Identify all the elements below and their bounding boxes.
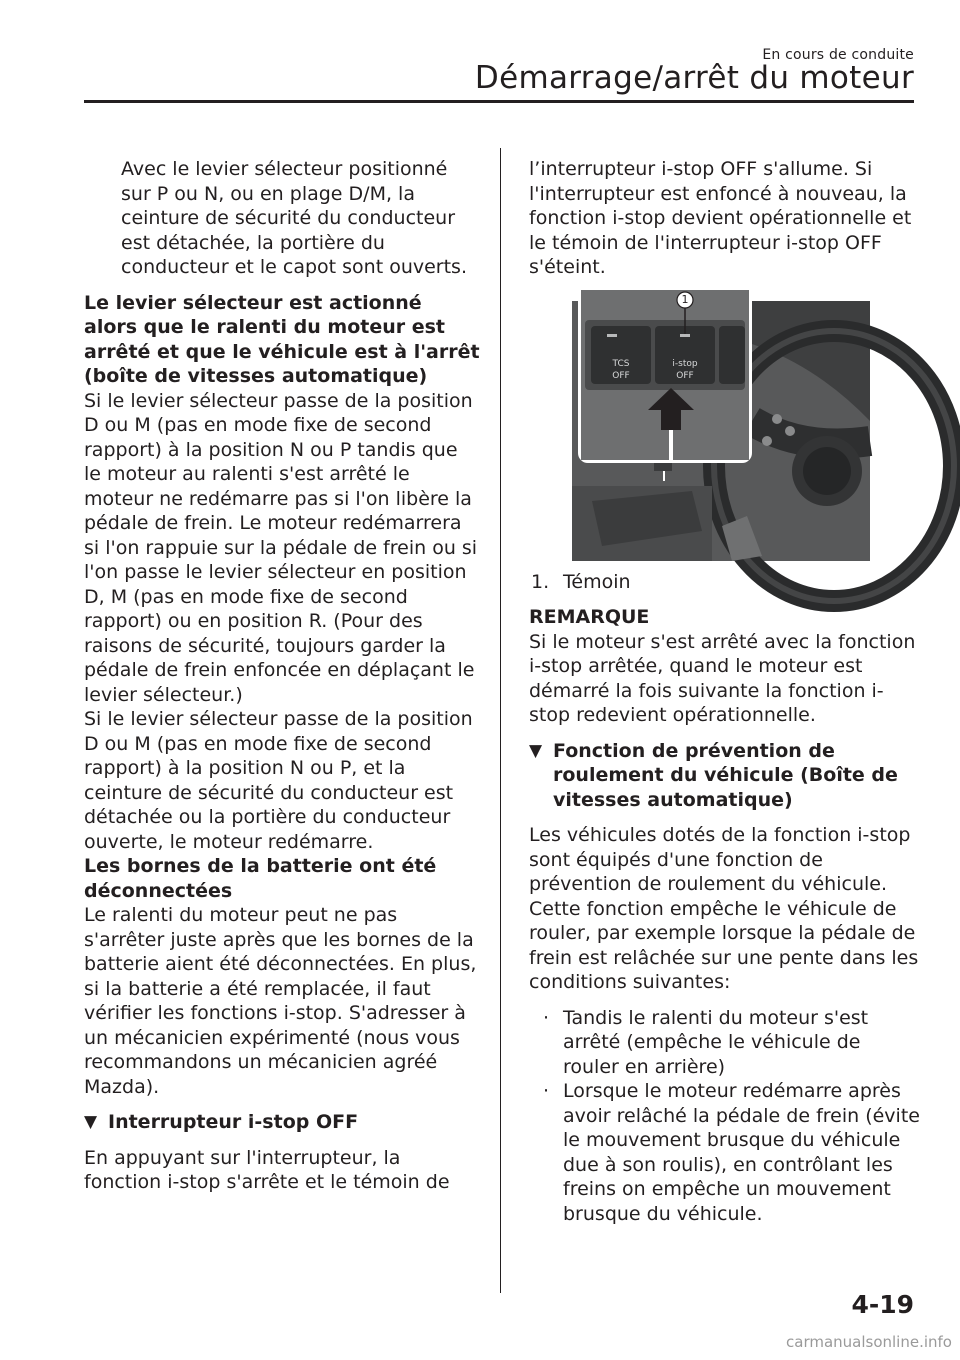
paragraph: En appuyant sur l'interrupteur, la fonction i-stop s'arrête et le témoin de [84,1146,450,1193]
bullet-dot: · [543,1006,550,1029]
subheading: Le levier sélecteur est actionné alors que le ralenti du moteur est arrêté et que le véhicule est à l'arrêt (boîte de vitesses automatique) [84,291,480,387]
header-rule [84,100,914,103]
header-section: En cours de conduite [762,47,914,63]
callout-number: 1 [681,292,689,306]
dashboard-figure [572,292,870,561]
istop-off-label-2: OFF [676,370,694,381]
tcs-off-label-2: OFF [612,370,630,381]
section-title: Interrupteur i-stop OFF [108,1111,359,1133]
page-number: 4-19 [851,1290,914,1319]
bullet-dot: · [543,1080,550,1102]
list-item [529,1079,921,1226]
paragraph: Les véhicules dotés de la fonction i-stop sont équipés d'une fonction de prévention de roulement du véhicule. Cette fonction empêche le véhicule de rouler, par exemple lorsque la pédale de frein est relâchée sur une pente dans les conditions suivantes: [529,824,919,993]
section-title: Fonction de prévention de roulement du véhicule (Boîte de vitesses automatique) [553,739,898,811]
paragraph: Avec le levier sélecteur positionné sur P ou N, ou en plage D/M, la ceinture de sécurité du conducteur est détachée, la portière du conducteur et le capot sont ouverts. [121,158,467,278]
paragraph: Si le levier sélecteur passe de la position D ou M (pas en mode fixe de second rapport) à la position N ou P tandis que le moteur au ralenti s'est arrêté le moteur ne redémarre pas si l'on libère la pédale de frein. Le moteur redémarrera si l'on rappuie sur la pédale de frein ou si l'on passe le levier sélecteur en position D, M (pas en mode fixe de second rapport) ou en position R. (Pour des raisons de sécurité, toujours garder la pédale de frein enfoncée en déplaçant le levier sélecteur.) [84,389,478,706]
note-text: Si le moteur s'est arrêté avec la fonction i-stop arrêtée, quand le moteur est démarré la fois suivante la fonction i-stop redevient opérationnelle. [529,630,916,726]
paragraph: Le ralenti du moteur peut ne pas s'arrêter juste après que les bornes de la batterie aient été déconnectées. En plus, si la batterie a été remplacée, il faut vérifier les fonctions i-stop. S'adresser à un mécanicien expérimenté (nous vous recommandons un mécanicien agréé Mazda). [84,904,477,1098]
triangle-down-icon: ▼ [84,1112,98,1132]
paragraph: Si le levier sélecteur passe de la position D ou M (pas en mode fixe de second rapport) à la position N ou P, et la ceinture de sécurité du conducteur est détachée ou la portière du conducteur ouverte, le moteur redémarre. [84,708,473,853]
paragraph: l’interrupteur i-stop OFF s'allume. Si l'interrupteur est enfoncé à nouveau, la fonction i-stop devient opérationnelle et le témoin de l'interrupteur i-stop OFF s'éteint. [529,158,912,278]
istop-off-label: i-stop [672,358,698,369]
left-column [84,157,480,1195]
tcs-off-label: TCS [612,358,630,369]
caption-text: Témoin [563,570,631,593]
list-item-text: Tandis le ralenti du moteur s'est arrêté (empêche le véhicule de rouler en arrière) [563,1006,869,1078]
list-item-text: Lorsque le moteur redémarre après avoir relâché la pédale de frein (évite le mouvement brusque du véhicule due à son roulis), en contrôlant les freins on empêche un mouvement brusque du véhicule. [563,1080,920,1225]
note-title: REMARQUE [529,606,650,628]
zoomed-switch-panel [578,287,752,463]
column-divider [500,148,501,1293]
header-title: Démarrage/arrêt du moteur [474,60,914,96]
list-item [529,1006,921,1080]
watermark: carmanualsonline.info [786,1333,952,1351]
section-heading [529,739,921,813]
caption-number: 1. [531,570,550,593]
triangle-down-icon: ▼ [529,740,543,761]
subheading: Les bornes de la batterie ont été déconnectées [84,855,437,902]
section-heading [84,1110,480,1135]
right-column [529,157,921,1226]
